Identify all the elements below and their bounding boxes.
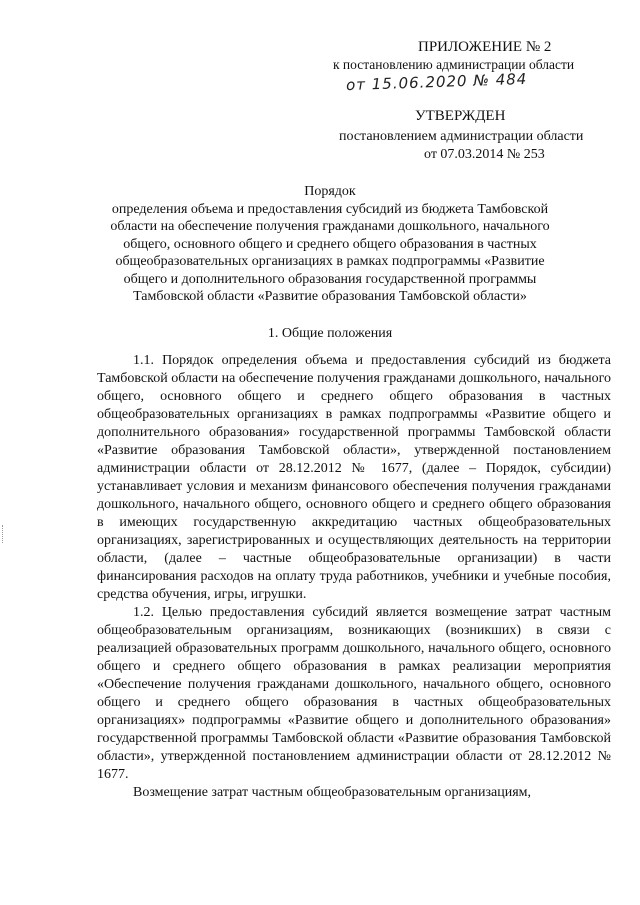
approved-line-1: постановлением администрации области: [339, 129, 584, 144]
document-title-line: определения объема и предоставления субсидий из бюджета Тамбовской: [111, 201, 549, 217]
appendix-title: ПРИЛОЖЕНИЕ № 2: [418, 39, 552, 55]
document-title-line: области на обеспечение получения гражданами дошкольного, начального: [110, 219, 550, 234]
appendix-reference: к постановлению администрации области: [333, 57, 575, 72]
approved-title: УТВЕРЖДЕН: [415, 108, 506, 124]
body-text: [97, 352, 611, 802]
scan-edge-mark: [2, 525, 5, 543]
document-title-line: Тамбовской области «Развитие образования Тамбовской области»: [133, 289, 527, 304]
document-title-line: общего, основного общего и среднего общего образования в частных: [123, 236, 537, 252]
section-heading: 1. Общие положения: [267, 326, 393, 341]
document-title: [60, 183, 600, 306]
approved-line-2: от 07.03.2014 № 253: [424, 147, 545, 162]
document-title-line: общеобразовательных организациях в рамках подпрограммы «Развитие: [115, 254, 545, 269]
paragraph: 1.2. Целью предоставления субсидий является возмещение затрат частным общеобразовательным организациям, возникающих (возникших) в связи с реализацией образовательных программ дошкольного, начального общего, основного общего и среднего общего образования в рамках реализации мероприятия «Обеспечение получения гражданами дошкольного, начального общего, основного общего и среднего общего образования в частных общеобразовательных организациях» подпрограммы «Развитие общего и дополнительного образования» государственной программы Тамбовской области «Развитие образования Тамбовской области», утвержденной постановлением администрации области от 28.12.2012 № 1677.: [97, 605, 611, 782]
document-title-heading: Порядок: [304, 184, 356, 199]
paragraph: Возмещение затрат частным общеобразовательным организациям,: [133, 785, 532, 800]
document-title-line: общего и дополнительного образования государственной программы: [123, 271, 537, 287]
paragraph: 1.1. Порядок определения объема и предоставления субсидий из бюджета Тамбовской области на обеспечение получения гражданами дошкольного, начального общего, основного общего и среднего общего образования в частных общеобразовательных организациях в рамках подпрограммы «Развитие общего и дополнительного образования» государственной программы Тамбовской области «Развитие образования Тамбовской области», утвержденной постановлением администрации области от 28.12.2012 № 1677, (далее – Порядок, субсидии) устанавливает условия и механизм финансового обеспечения получения гражданами дошкольного, начального общего, основного общего и среднего общего образования в имеющих государственную аккредитацию частных общеобразовательных организациях, зарегистрированных и осуществляющих деятельность на территории области, (далее – частные общеобразовательные организации) в части финансирования расходов на оплату труда работников, учебники и учебные пособия, средства обучения, игры, игрушки.: [97, 353, 611, 602]
handwritten-date: от 15.06.2020 № 484: [345, 69, 528, 95]
